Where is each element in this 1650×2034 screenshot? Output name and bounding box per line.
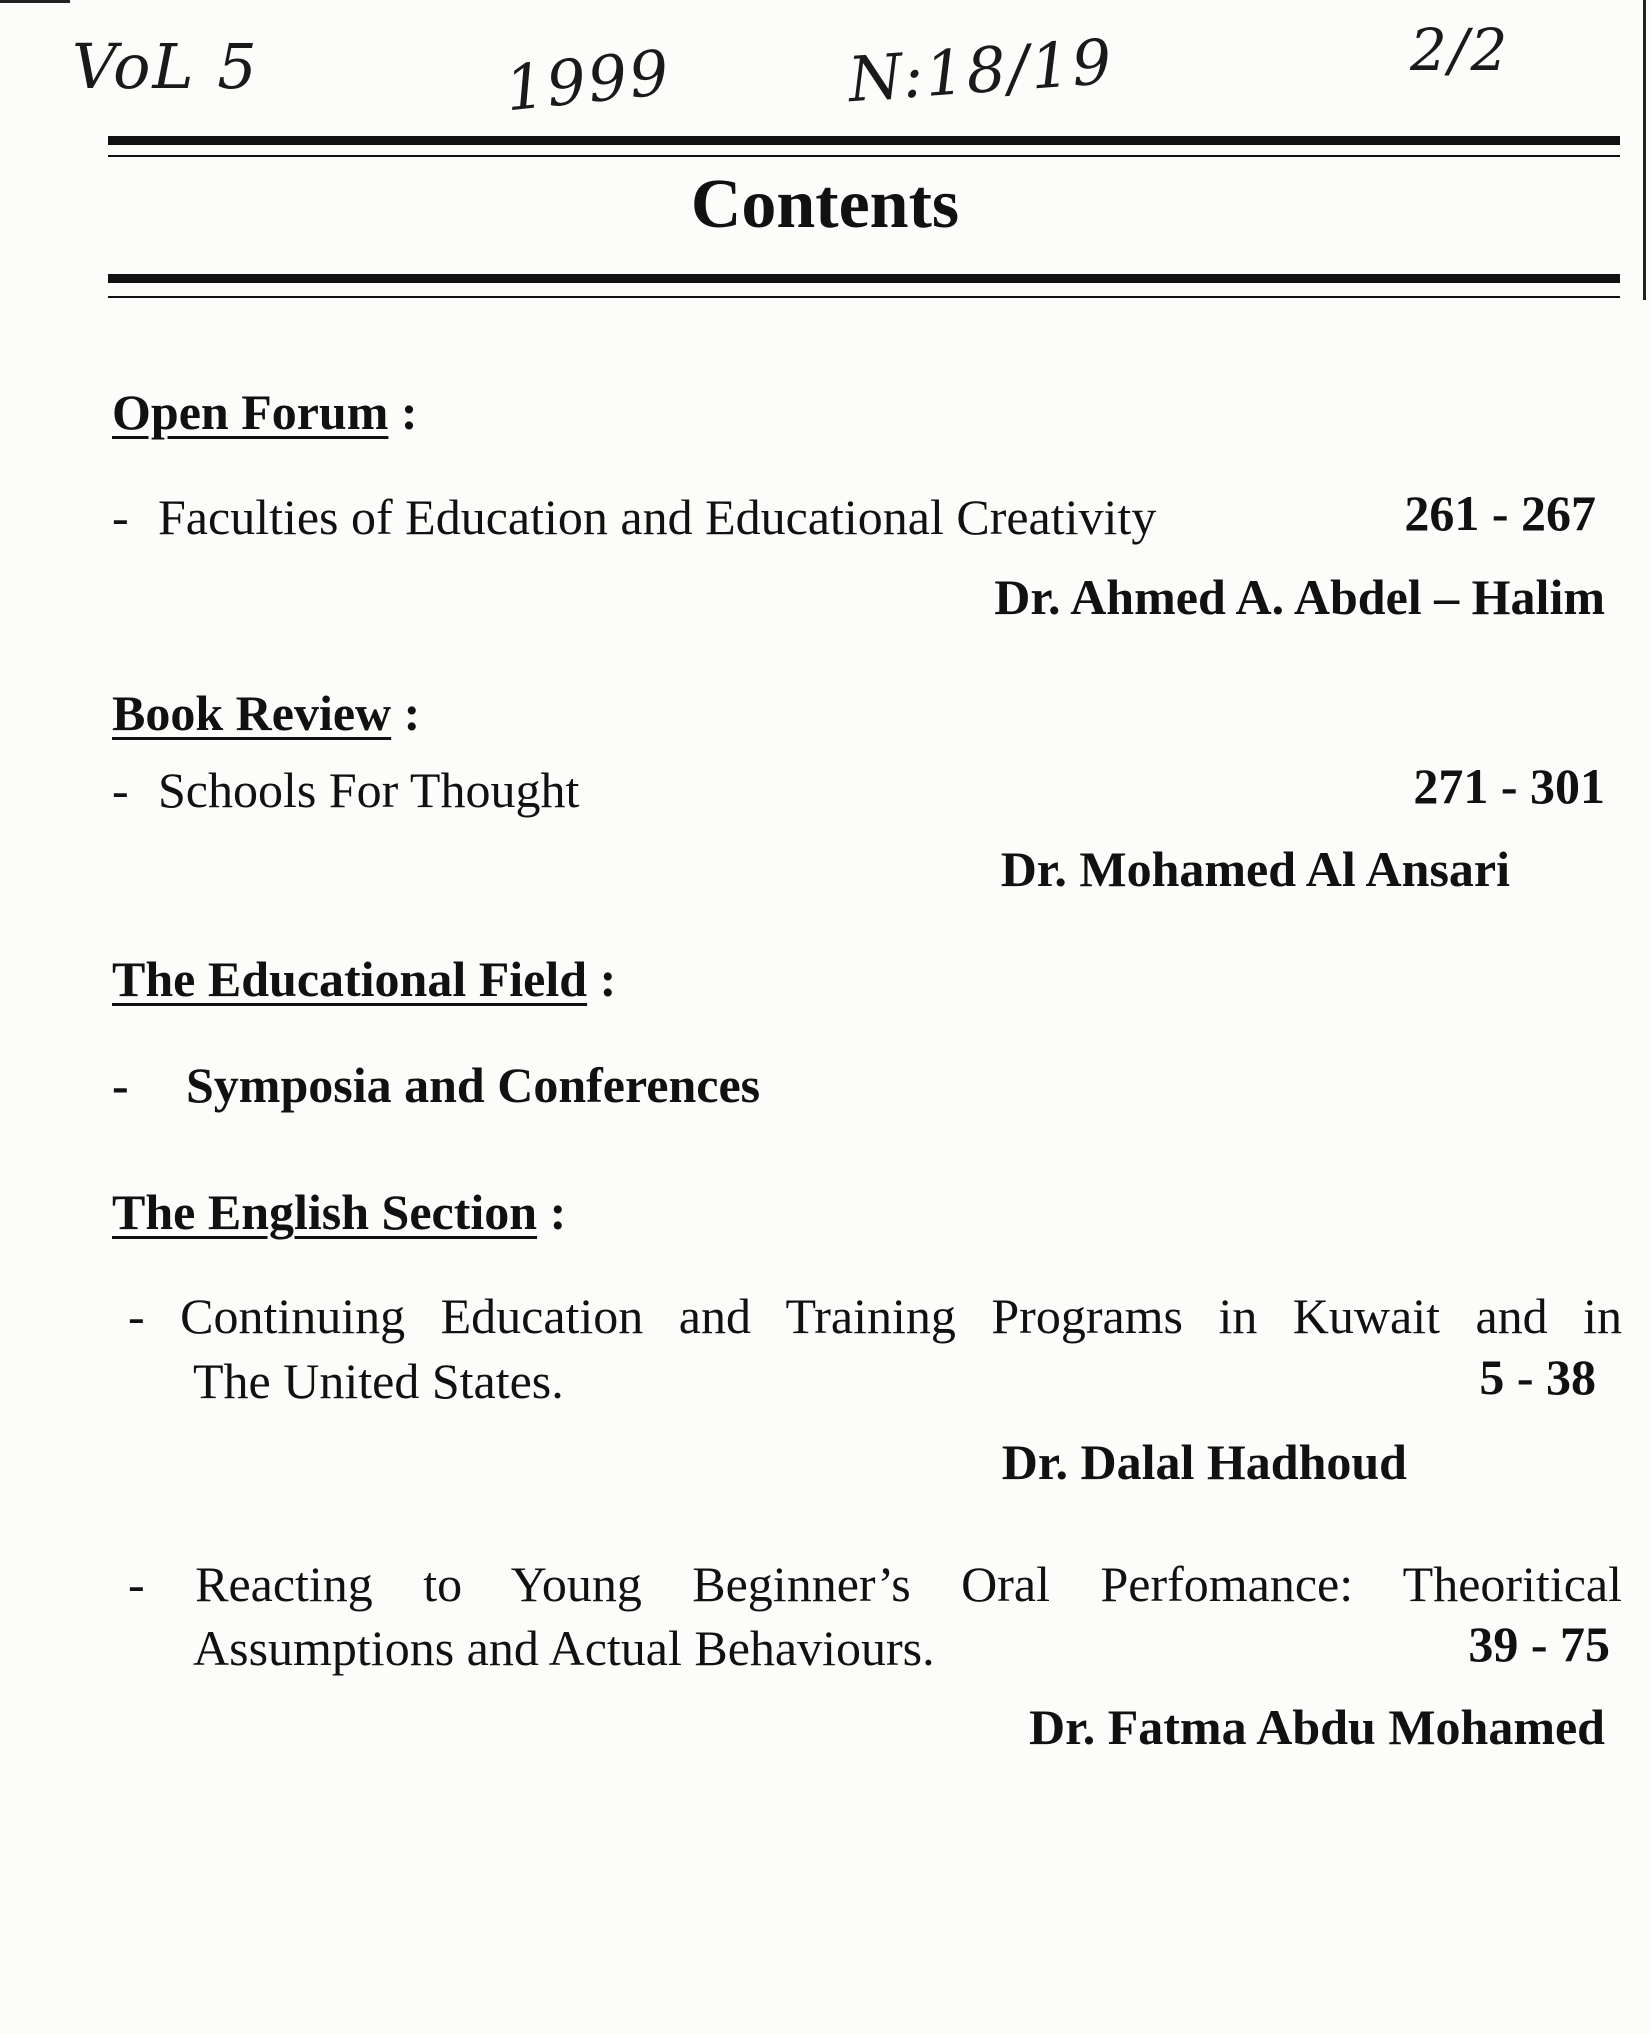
heading-colon: : bbox=[549, 1184, 567, 1240]
scan-edge-mark bbox=[1643, 0, 1646, 300]
entry-bullet: - bbox=[112, 762, 129, 818]
scan-corner-mark bbox=[0, 0, 70, 3]
entry-title: Symposia and Conferences bbox=[186, 1057, 761, 1113]
heading-colon: : bbox=[599, 951, 617, 1007]
entry-title: Faculties of Education and Educational Creativity bbox=[158, 489, 1157, 545]
entry-title: Schools For Thought bbox=[158, 762, 580, 818]
title-rule-bottom-thick bbox=[108, 274, 1620, 283]
entry-bullet: - bbox=[112, 1057, 129, 1113]
handwritten-year: 1999 bbox=[501, 35, 675, 126]
entry-pages: 271 - 301 bbox=[1413, 758, 1605, 814]
section-heading-text: The English Section bbox=[112, 1184, 538, 1240]
entry-author: Dr. Dalal Hadhoud bbox=[1001, 1434, 1407, 1490]
entry-author: Dr. Ahmed A. Abdel – Halim bbox=[994, 569, 1605, 625]
entry-title-line2: The United States. bbox=[193, 1353, 564, 1409]
handwritten-number: N:18/19 bbox=[845, 24, 1116, 117]
title-rule-top-thick bbox=[108, 136, 1620, 145]
entry-author: Dr. Mohamed Al Ansari bbox=[1000, 841, 1510, 897]
entry-title-line bbox=[112, 761, 579, 819]
entry-pages: 39 - 75 bbox=[1468, 1616, 1610, 1672]
entry-author: Dr. Fatma Abdu Mohamed bbox=[1029, 1699, 1605, 1755]
title-rule-bottom-thin bbox=[108, 296, 1620, 298]
section-heading-open-forum bbox=[112, 383, 418, 441]
section-heading-text: Open Forum bbox=[112, 384, 389, 440]
section-heading-text: Book Review bbox=[112, 685, 392, 741]
entry-title-line bbox=[128, 1287, 1622, 1345]
entry-bullet: - bbox=[128, 1288, 145, 1344]
entry-title-line bbox=[128, 1555, 1622, 1613]
entry-bullet: - bbox=[128, 1556, 145, 1612]
entry-pages: 261 - 267 bbox=[1404, 485, 1596, 541]
entry-title-line1: Reacting to Young Beginner’s Oral Perfomance: Theoritical bbox=[195, 1556, 1622, 1612]
page-title: Contents bbox=[690, 166, 960, 243]
handwritten-volume: VoL 5 bbox=[72, 30, 259, 103]
title-rule-top-thin bbox=[108, 155, 1620, 157]
heading-colon: : bbox=[400, 384, 418, 440]
section-heading-book-review bbox=[112, 684, 420, 742]
handwritten-fraction: 2/2 bbox=[1410, 16, 1510, 84]
entry-title-line1: Continuing Education and Training Programs in Kuwait and in bbox=[180, 1288, 1622, 1344]
section-heading-text: The Educational Field bbox=[112, 951, 588, 1007]
entry-title-line bbox=[112, 1056, 760, 1114]
entry-title-line bbox=[112, 488, 1156, 546]
section-heading-educational-field bbox=[112, 950, 616, 1008]
entry-title-line2: Assumptions and Actual Behaviours. bbox=[193, 1620, 935, 1676]
heading-colon: : bbox=[403, 685, 421, 741]
entry-pages: 5 - 38 bbox=[1479, 1349, 1596, 1405]
entry-bullet: - bbox=[112, 489, 129, 545]
section-heading-english-section bbox=[112, 1183, 566, 1241]
